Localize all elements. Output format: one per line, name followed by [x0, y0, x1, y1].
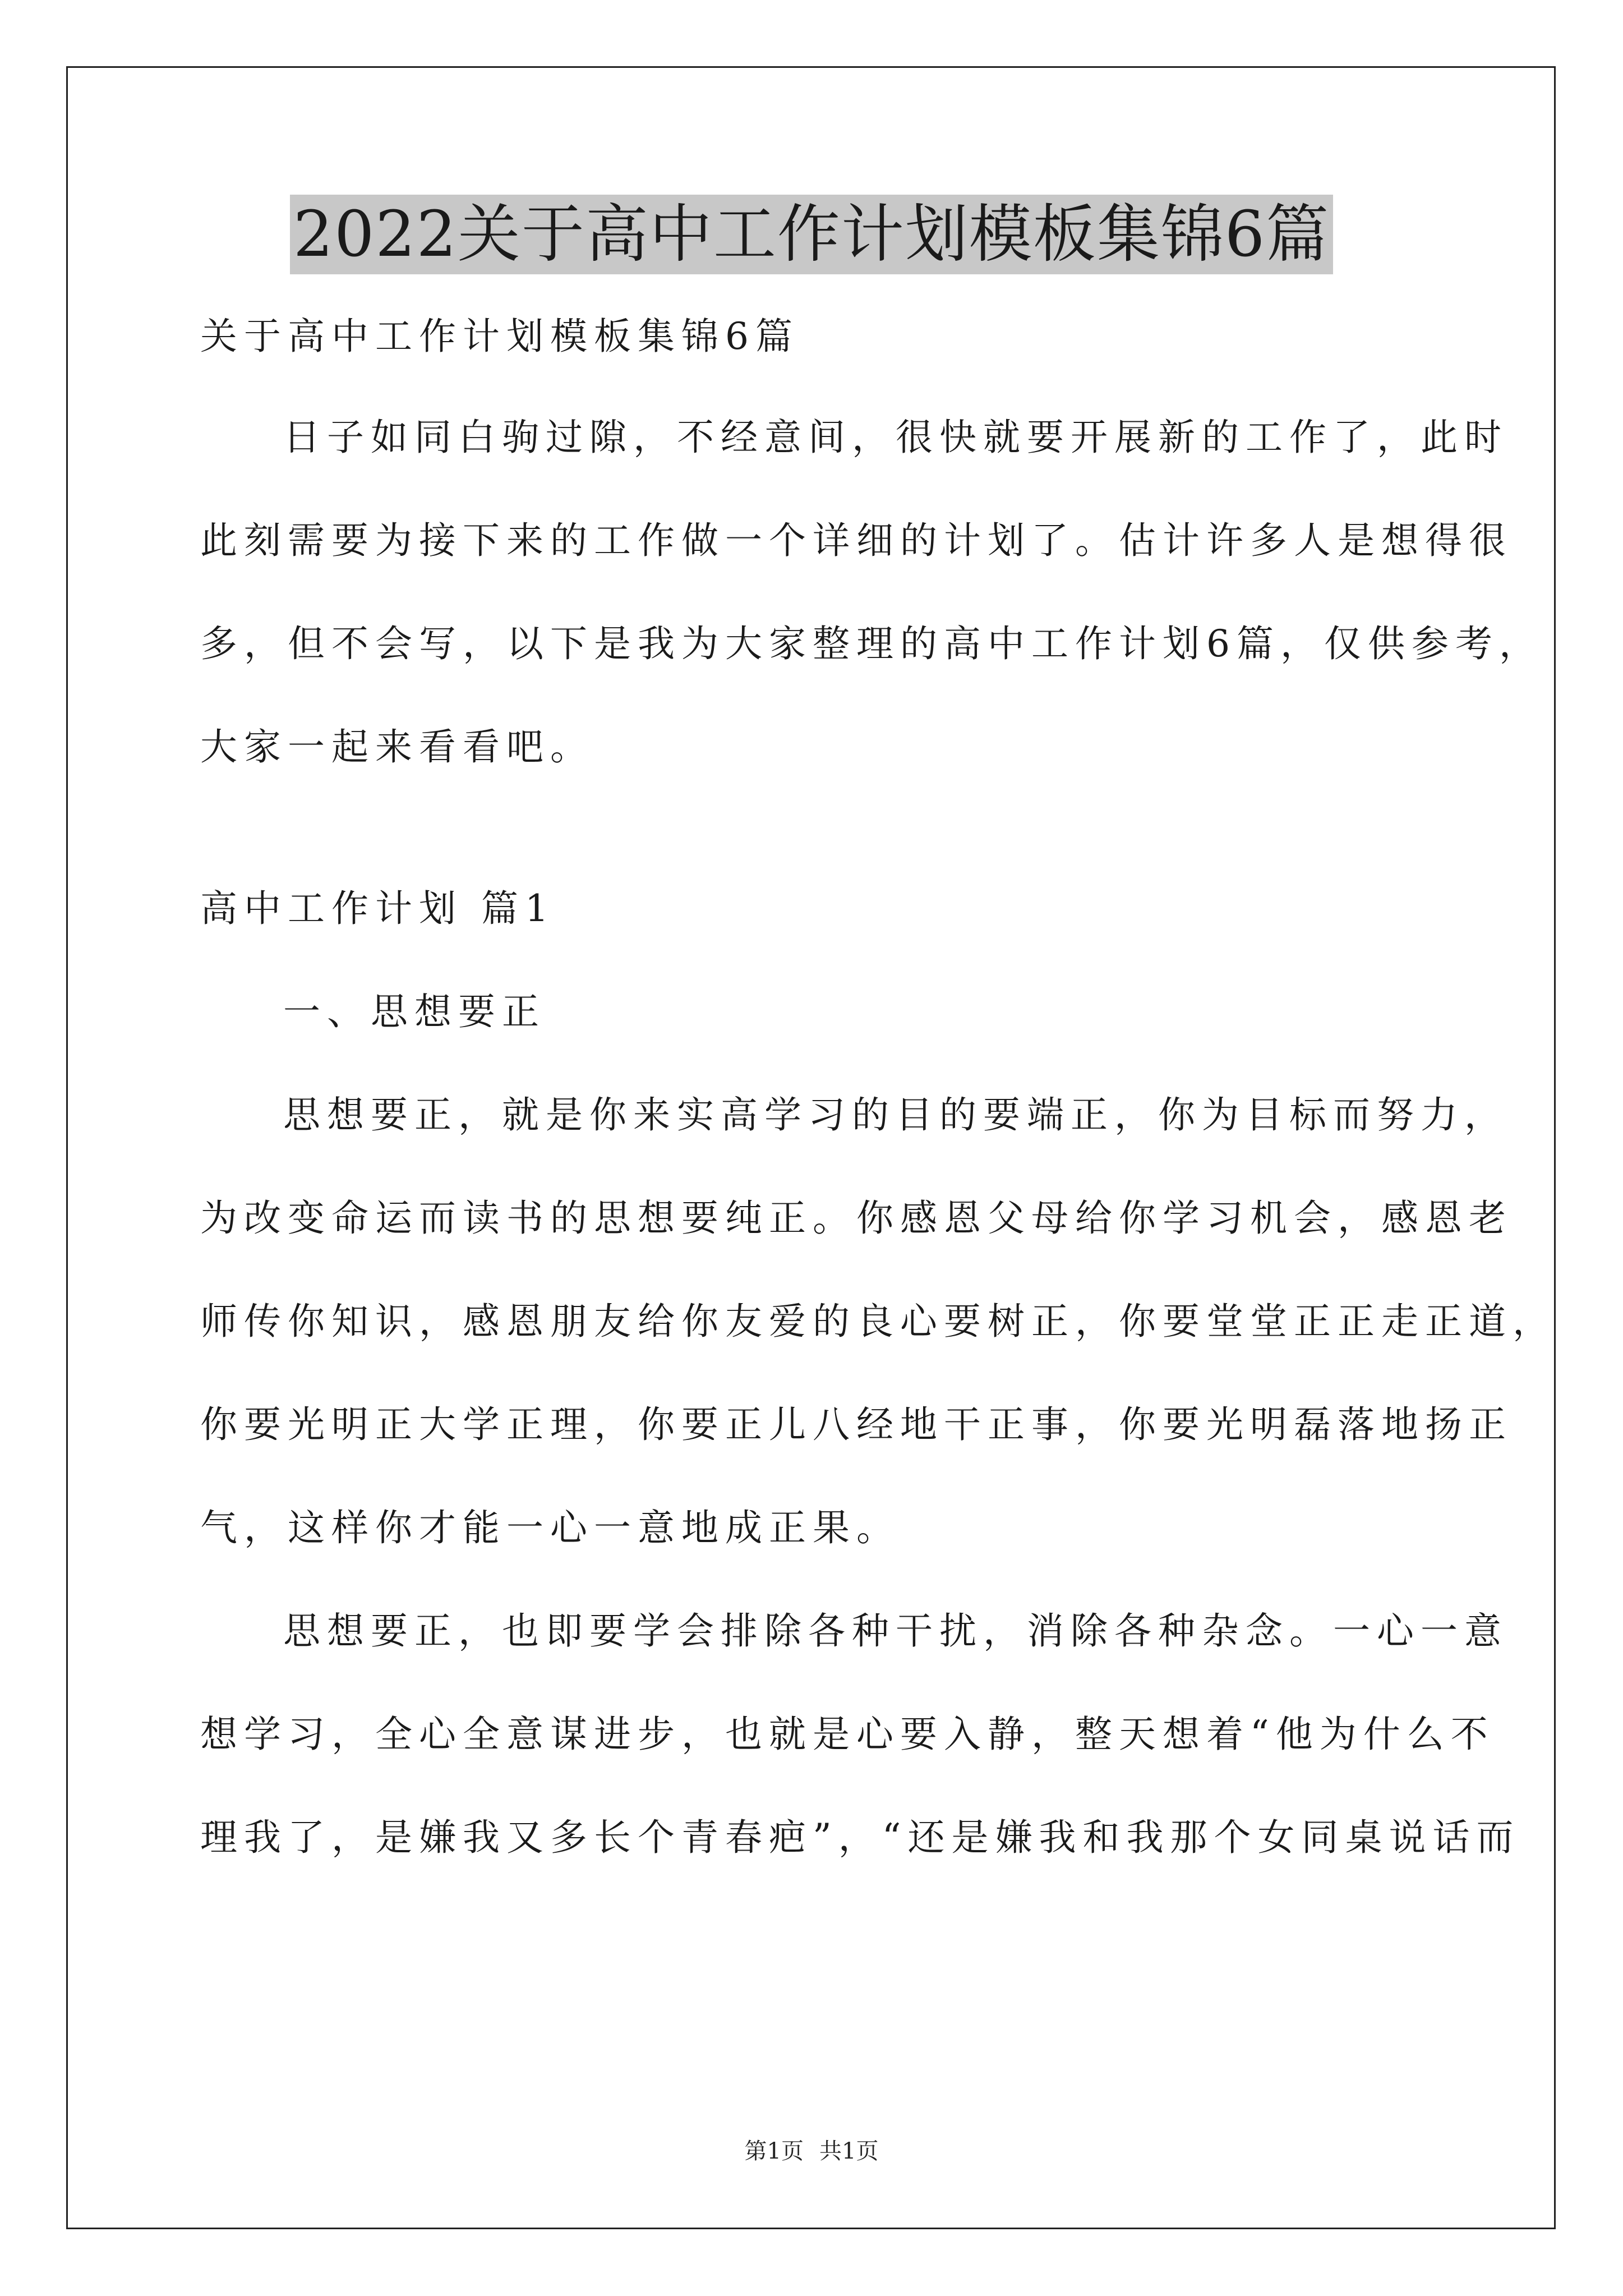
- page-number-total: 共1页: [819, 2138, 879, 2164]
- paragraph2-line: 思想要正，也即要学会排除各种干扰，消除各种杂念。一心一意: [283, 1609, 1508, 1653]
- paragraph1-line: 师传你知识，感恩朋友给你友爱的良心要树正，你要堂堂正正走正道，: [200, 1300, 1556, 1343]
- document-title-text: 2022关于高中工作计划模板集锦6篇: [290, 195, 1333, 274]
- intro-line: 日子如同白驹过隙，不经意间，很快就要开展新的工作了，此时: [283, 416, 1508, 459]
- paragraph1-line: 思想要正，就是你来实高学习的目的要端正，你为目标而努力，: [283, 1093, 1508, 1137]
- paragraph2-line: 想学习，全心全意谋进步，也就是心要入静，整天想着“他为什么不: [200, 1713, 1495, 1756]
- document-title: [0, 195, 1623, 274]
- intro-line: 大家一起来看看吧。: [200, 725, 594, 769]
- intro-line: 此刻需要为接下来的工作做一个详细的计划了。估计许多人是想得很: [200, 519, 1513, 562]
- paragraph1-line: 为改变命运而读书的思想要纯正。你感恩父母给你学习机会，感恩老: [200, 1197, 1513, 1240]
- paragraph1-line: 你要光明正大学正理，你要正儿八经地干正事，你要光明磊落地扬正: [200, 1403, 1513, 1446]
- paragraph2-line: 理我了，是嫌我又多长个青春疤”，“还是嫌我和我那个女同桌说话而: [200, 1816, 1520, 1859]
- page-footer: [0, 2137, 1623, 2165]
- page-border: [66, 66, 1556, 2229]
- document-subtitle: 关于高中工作计划模板集锦6篇: [200, 315, 799, 358]
- intro-line: 多，但不会写，以下是我为大家整理的高中工作计划6篇，仅供参考，: [200, 622, 1543, 665]
- page-number-current: 第1页: [744, 2138, 804, 2164]
- point-heading: 一、思想要正: [283, 990, 546, 1033]
- section-heading: 高中工作计划 篇1: [200, 887, 555, 930]
- paragraph1-line: 气，这样你才能一心一意地成正果。: [200, 1506, 900, 1549]
